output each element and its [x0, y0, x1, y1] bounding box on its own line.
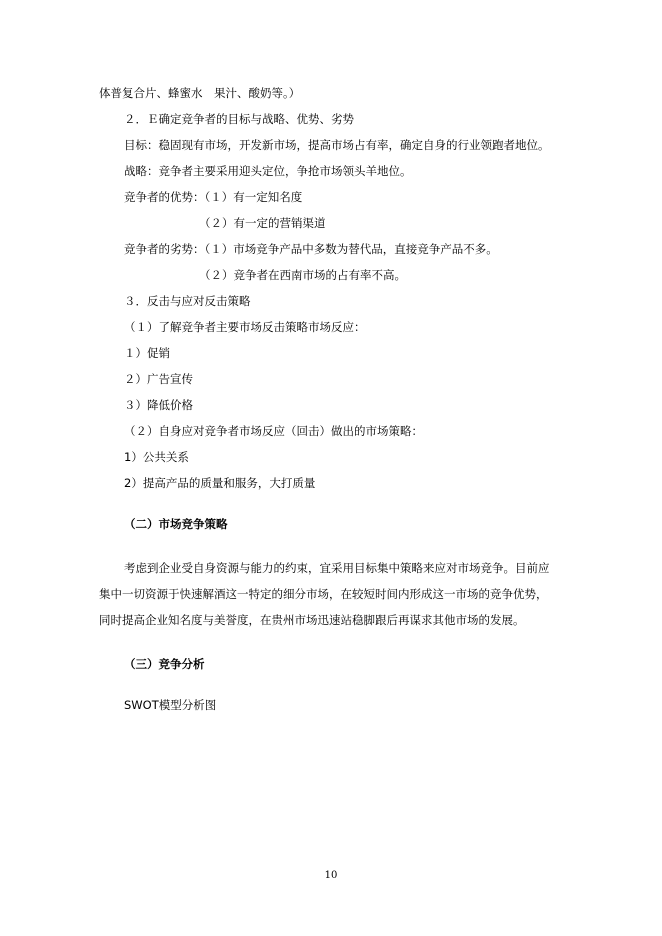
text-line-weaknesses: 竞争者的劣势：（１）市场竞争产品中多数为替代品，直接竞争产品不多。: [124, 242, 498, 256]
text-line-reaction: （１）了解竞争者主要市场反击策略市场反应：: [124, 320, 366, 334]
list-item: 2）提高产品的质量和服务，大打质量: [124, 476, 316, 490]
section-heading-3: ３．反击与应对反击策略: [124, 294, 251, 308]
list-item: ２）广告宣传: [124, 372, 193, 386]
list-item: １）促销: [124, 346, 170, 360]
list-item: ３）降低价格: [124, 398, 193, 412]
figure-caption: SWOT模型分析图: [124, 698, 217, 712]
text-line-goal: 目标：稳固现有市场，开发新市场，提高市场占有率，确定自身的行业领跑者地位。: [124, 138, 550, 152]
paragraph-line: 考虑到企业受自身资源与能力的约束，宜采用目标集中策略来应对市场竞争。目前应: [124, 561, 550, 575]
list-item: 1）公共关系: [124, 450, 189, 464]
text-line-1: 体普复合片、蜂蜜水 果汁、酸奶等。）: [99, 86, 301, 100]
section-heading-2: ２．Ｅ确定竞争者的目标与战略、优势、劣势: [124, 112, 354, 126]
text-line-strengths: 竞争者的优势：（１）有一定知名度: [124, 190, 303, 204]
text-line-own-strategy: （２）自身应对竞争者市场反应（回击）做出的市场策略：: [124, 424, 423, 438]
page-number: 10: [324, 870, 338, 881]
text-line-strategy: 战略：竞争者主要采用迎头定位，争抢市场领头羊地位。: [124, 164, 412, 178]
paragraph-line: 同时提高企业知名度与美誉度，在贵州市场迅速站稳脚跟后再谋求其他市场的发展。: [99, 613, 525, 627]
text-line-weakness-2: （２）竞争者在西南市场的占有率不高。: [199, 268, 406, 282]
section-heading-market-strategy: （二）市场竞争策略: [124, 517, 228, 531]
section-heading-competition-analysis: （三）竞争分析: [124, 657, 205, 671]
paragraph-line: 集中一切资源于快速解酒这一特定的细分市场，在较短时间内形成这一市场的竞争优势，: [99, 587, 548, 601]
text-line-strength-2: （２）有一定的营销渠道: [199, 216, 326, 230]
